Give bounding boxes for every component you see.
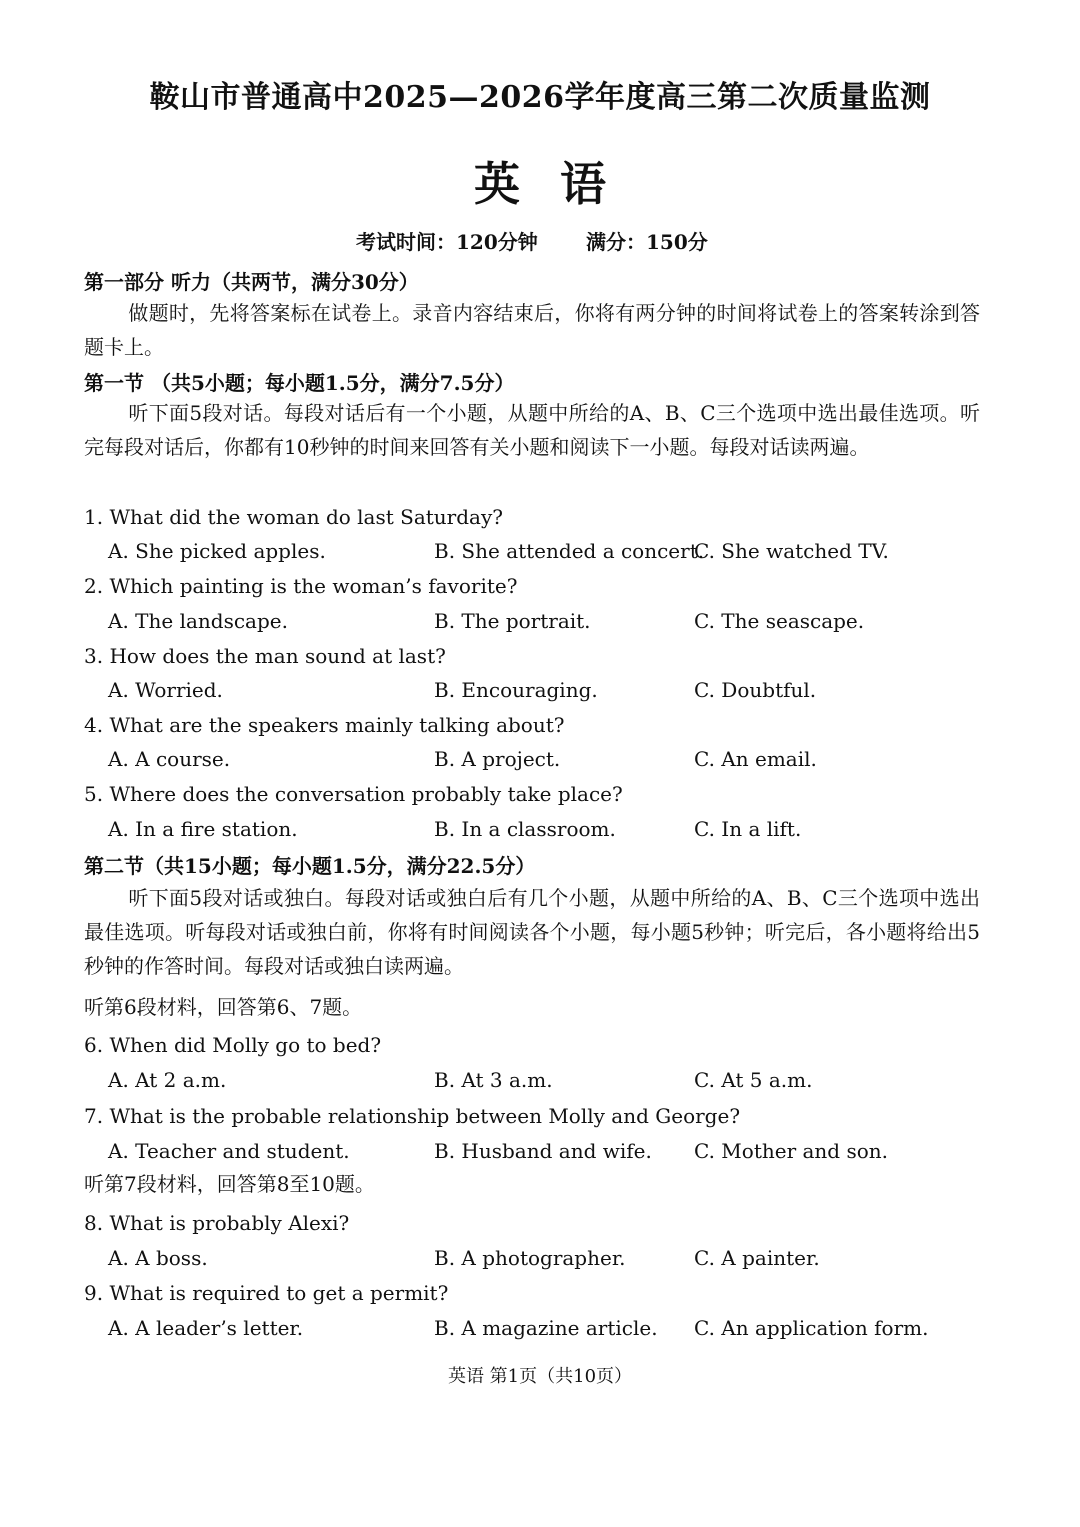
question-5-option-b: B. In a classroom.: [434, 817, 616, 841]
question-7: 7. What is the probable relationship between Molly and George?: [84, 1104, 741, 1128]
full-score: 满分：150分: [586, 230, 708, 254]
question-1-option-c: C. She watched TV.: [694, 539, 889, 563]
exam-time: 考试时间：120分钟: [356, 230, 538, 254]
question-9-option-a: A. A leader’s letter.: [108, 1316, 304, 1340]
question-1-option-b: B. She attended a concert.: [434, 539, 705, 563]
question-8: 8. What is probably Alexi?: [84, 1211, 350, 1235]
section2-heading: 第二节（共15小题；每小题1.5分，满分22.5分）: [84, 854, 536, 878]
question-1-option-a: A. She picked apples.: [108, 539, 326, 563]
question-3-option-a: A. Worried.: [108, 678, 223, 702]
part1-instruction: 做题时，先将答案标在试卷上。录音内容结束后，你将有两分钟的时间将试卷上的答案转涂到答题卡上。: [84, 301, 980, 359]
exam-title: 鞍山市普通高中2025—2026学年度高三第二次质量监测: [149, 80, 931, 115]
material-7-note: 听第7段材料，回答第8至10题。: [84, 1172, 375, 1196]
question-3-option-b: B. Encouraging.: [434, 678, 598, 702]
question-6-option-a: A. At 2 a.m.: [108, 1068, 227, 1092]
section1-heading: 第一节 （共5小题；每小题1.5分，满分7.5分）: [84, 371, 515, 395]
subject-title: 英语: [474, 157, 646, 211]
question-1: 1. What did the woman do last Saturday?: [84, 505, 503, 529]
question-2: 2. Which painting is the woman’s favorite?: [84, 574, 518, 598]
question-9-option-b: B. A magazine article.: [434, 1316, 658, 1340]
question-4: 4. What are the speakers mainly talking about?: [84, 713, 565, 737]
question-5: 5. Where does the conversation probably take place?: [84, 782, 623, 806]
question-3-option-c: C. Doubtful.: [694, 678, 817, 702]
question-4-option-b: B. A project.: [434, 747, 561, 771]
question-7-option-a: A. Teacher and student.: [108, 1139, 350, 1163]
question-2-option-b: B. The portrait.: [434, 609, 591, 633]
question-2-option-c: C. The seascape.: [694, 609, 865, 633]
question-4-option-c: C. An email.: [694, 747, 817, 771]
question-8-option-a: A. A boss.: [108, 1246, 208, 1270]
question-8-option-b: B. A photographer.: [434, 1246, 626, 1270]
section2-instruction: 听下面5段对话或独白。每段对话或独白后有几个小题，从题中所给的A、B、C三个选项中选出最佳选项。听每段对话或独白前，你将有时间阅读各个小题，每小题5秒钟；听完后，各小题将给出5秒钟的作答时间。每段对话或独白读两遍。: [84, 886, 980, 978]
question-3: 3. How does the man sound at last?: [84, 644, 446, 668]
question-6: 6. When did Molly go to bed?: [84, 1033, 382, 1057]
question-6-option-b: B. At 3 a.m.: [434, 1068, 553, 1092]
question-8-option-c: C. A painter.: [694, 1246, 820, 1270]
question-6-option-c: C. At 5 a.m.: [694, 1068, 813, 1092]
question-5-option-a: A. In a fire station.: [108, 817, 298, 841]
question-7-option-c: C. Mother and son.: [694, 1139, 889, 1163]
part1-heading: 第一部分 听力（共两节，满分30分）: [84, 270, 419, 294]
question-5-option-c: C. In a lift.: [694, 817, 802, 841]
question-9: 9. What is required to get a permit?: [84, 1281, 449, 1305]
page-footer: 英语 第1页（共10页）: [447, 1366, 633, 1387]
section1-instruction: 听下面5段对话。每段对话后有一个小题，从题中所给的A、B、C三个选项中选出最佳选项。听完每段对话后，你都有10秒钟的时间来回答有关小题和阅读下一小题。每段对话读两遍。: [84, 401, 980, 459]
material-6-note: 听第6段材料，回答第6、7题。: [84, 995, 363, 1019]
question-9-option-c: C. An application form.: [694, 1316, 929, 1340]
question-4-option-a: A. A course.: [108, 747, 231, 771]
question-2-option-a: A. The landscape.: [108, 609, 288, 633]
question-7-option-b: B. Husband and wife.: [434, 1139, 652, 1163]
